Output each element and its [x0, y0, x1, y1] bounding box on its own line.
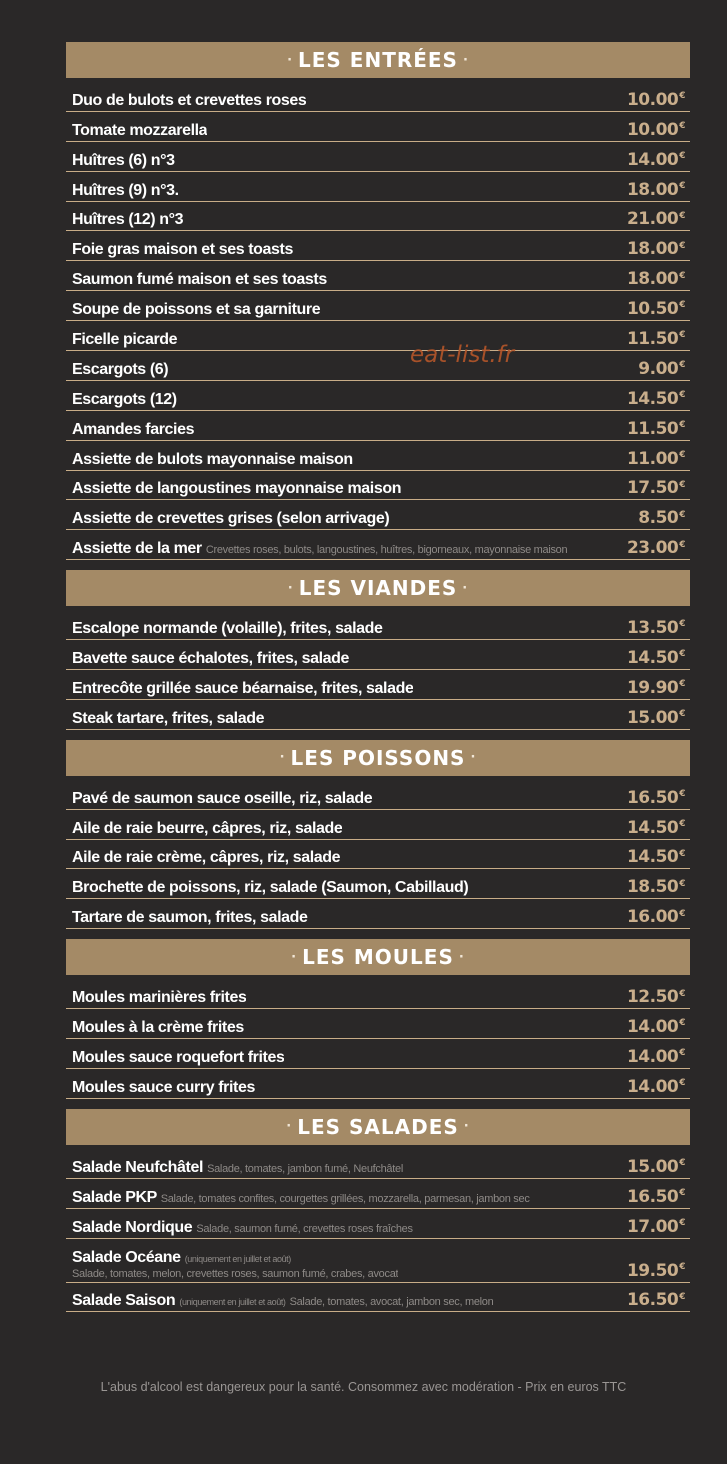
item-name: Salade Océane [72, 1249, 181, 1267]
price-value: 12.50 [626, 987, 679, 1008]
menu-item-row [66, 1179, 690, 1209]
price-value: 10.00 [626, 89, 679, 110]
item-description: Salade, saumon fumé, crevettes roses fraîches [196, 1222, 413, 1235]
price-value: 19.50 [626, 1260, 679, 1281]
menu-item [72, 241, 293, 259]
currency-symbol: € [679, 908, 685, 919]
item-price [627, 299, 685, 319]
currency-symbol: € [679, 360, 685, 371]
dot-ornament: · [470, 750, 477, 766]
item-name: Moules marinières frites [72, 989, 247, 1007]
item-price [627, 1187, 685, 1207]
item-price [627, 1017, 685, 1037]
item-description: Salade, tomates confites, courgettes grillées, mozzarella, parmesan, jambon sec [160, 1192, 530, 1205]
price-value: 10.50 [626, 299, 679, 320]
price-value: 14.50 [626, 388, 679, 409]
menu-item [72, 680, 413, 698]
item-price [627, 1261, 685, 1281]
item-name: Salade Saison [72, 1292, 176, 1310]
item-price [627, 90, 685, 110]
menu-item [72, 1019, 244, 1037]
price-value: 18.00 [626, 239, 679, 260]
menu-item-row [66, 82, 690, 112]
item-price [627, 678, 685, 698]
menu-item-row [66, 381, 690, 411]
footer-disclaimer: L'abus d'alcool est dangereux pour la santé. Consommez avec modération - Prix en euros TTC [100, 1380, 627, 1394]
menu-item [72, 650, 349, 668]
currency-symbol: € [679, 91, 685, 102]
menu-item [72, 989, 246, 1007]
item-name: Aile de raie beurre, câpres, riz, salade [72, 819, 343, 837]
dot-ornament: · [279, 750, 286, 766]
menu-item-row [66, 112, 690, 142]
item-price [627, 449, 685, 469]
item-description: Salade, tomates, jambon fumé, Neufchâtel [207, 1162, 403, 1175]
currency-symbol: € [679, 1158, 685, 1169]
price-value: 14.50 [626, 817, 679, 838]
item-name: Moules sauce curry frites [72, 1078, 255, 1096]
price-value: 11.50 [626, 418, 679, 439]
item-price [627, 1047, 685, 1067]
menu-item-row [66, 261, 690, 291]
item-name: Bavette sauce échalotes, frites, salade [72, 650, 349, 668]
menu-item-row [66, 1149, 690, 1179]
item-note: (uniquement en juillet et août) [184, 1254, 291, 1265]
price-value: 17.00 [626, 1216, 679, 1237]
currency-symbol: € [679, 1018, 685, 1029]
menu-item-row [66, 202, 690, 232]
menu-item [72, 510, 389, 528]
price-value: 15.00 [626, 1156, 679, 1177]
currency-symbol: € [679, 151, 685, 162]
section-header [66, 939, 690, 975]
item-name: Soupe de poissons et sa garniture [72, 301, 321, 319]
item-price [627, 1217, 685, 1237]
menu-item [72, 301, 320, 319]
section-title: LES MOULES [302, 945, 454, 970]
item-price [627, 1077, 685, 1097]
menu-item [72, 211, 183, 229]
currency-symbol: € [679, 539, 685, 550]
dot-ornament: · [462, 52, 469, 68]
currency-symbol: € [679, 988, 685, 999]
menu-item [72, 271, 327, 289]
price-value: 16.50 [626, 1290, 679, 1311]
menu-item [72, 710, 264, 728]
section-header [66, 740, 690, 776]
item-description: Crevettes roses, bulots, langoustines, huîtres, bigorneaux, mayonnaise maison [205, 544, 568, 557]
menu-item [72, 122, 207, 140]
price-value: 8.50 [638, 508, 679, 529]
menu-section [66, 740, 690, 929]
menu-item [72, 391, 177, 409]
item-name: Huîtres (12) n°3 [72, 211, 184, 229]
item-name: Saumon fumé maison et ses toasts [72, 271, 327, 289]
item-name: Pavé de saumon sauce oseille, riz, salade [72, 789, 373, 807]
item-price [627, 180, 685, 200]
item-price [627, 648, 685, 668]
item-price [638, 508, 685, 528]
menu-item [72, 790, 372, 808]
menu-item [72, 1049, 284, 1067]
menu-item [72, 540, 567, 558]
menu [66, 42, 690, 1322]
menu-item-row [66, 142, 690, 172]
watermark: eat-list.fr [410, 342, 515, 368]
item-name: Steak tartare, frites, salade [72, 709, 265, 727]
dot-ornament: · [463, 1119, 470, 1135]
item-name: Aile de raie crème, câpres, riz, salade [72, 849, 341, 867]
item-price [627, 1157, 685, 1177]
item-price [627, 618, 685, 638]
currency-symbol: € [679, 330, 685, 341]
price-value: 15.00 [626, 707, 679, 728]
price-value: 18.00 [626, 179, 679, 200]
currency-symbol: € [679, 240, 685, 251]
item-name: Escargots (6) [72, 360, 169, 378]
currency-symbol: € [679, 1261, 685, 1272]
price-value: 10.00 [626, 119, 679, 140]
currency-symbol: € [679, 300, 685, 311]
item-price [627, 818, 685, 838]
menu-item-row [66, 441, 690, 471]
menu-item-row [66, 670, 690, 700]
currency-symbol: € [679, 449, 685, 460]
currency-symbol: € [679, 649, 685, 660]
dot-ornament: · [287, 52, 294, 68]
item-price [627, 847, 685, 867]
dot-ornament: · [291, 949, 298, 965]
item-name: Assiette de langoustines mayonnaise maison [72, 480, 402, 498]
menu-item-row [66, 780, 690, 810]
item-price [627, 269, 685, 289]
price-value: 9.00 [638, 358, 679, 379]
menu-item-row [66, 1009, 690, 1039]
price-value: 14.00 [626, 1046, 679, 1067]
menu-item [72, 152, 175, 170]
item-note: (uniquement en juillet et août) [179, 1297, 286, 1308]
price-value: 18.50 [626, 877, 679, 898]
menu-section [66, 42, 690, 560]
menu-item-row [66, 1283, 690, 1313]
menu-item-row [66, 810, 690, 840]
menu-item-row [66, 411, 690, 441]
item-price [627, 538, 685, 558]
price-value: 19.90 [626, 677, 679, 698]
dot-ornament: · [286, 1119, 293, 1135]
item-price [627, 389, 685, 409]
item-price [627, 788, 685, 808]
item-description: Salade, tomates, avocat, jambon sec, melon [289, 1296, 494, 1309]
menu-item-row [66, 1069, 690, 1099]
item-name: Moules sauce roquefort frites [72, 1048, 285, 1066]
item-name: Amandes farcies [72, 420, 195, 438]
item-name: Huîtres (6) n°3 [72, 151, 175, 169]
menu-item-row [66, 979, 690, 1009]
currency-symbol: € [679, 509, 685, 520]
currency-symbol: € [679, 420, 685, 431]
item-price [627, 877, 685, 897]
menu-section [66, 939, 690, 1099]
menu-item-row [66, 840, 690, 870]
currency-symbol: € [679, 210, 685, 221]
currency-symbol: € [679, 848, 685, 859]
menu-item [72, 620, 383, 638]
section-header [66, 42, 690, 78]
menu-item-row [66, 1239, 690, 1283]
currency-symbol: € [679, 789, 685, 800]
menu-item-row [66, 231, 690, 261]
menu-item [72, 1292, 493, 1310]
item-price [627, 239, 685, 259]
section-title: LES POISSONS [290, 745, 466, 770]
item-price [627, 329, 685, 349]
menu-item [72, 1249, 398, 1280]
menu-item-row [66, 899, 690, 929]
menu-item-row [66, 172, 690, 202]
currency-symbol: € [679, 619, 685, 630]
currency-symbol: € [679, 1048, 685, 1059]
dot-ornament: · [287, 580, 294, 596]
section-header [66, 1109, 690, 1145]
currency-symbol: € [679, 878, 685, 889]
price-value: 14.50 [626, 847, 679, 868]
price-value: 11.00 [626, 448, 679, 469]
menu-item [72, 361, 168, 379]
currency-symbol: € [679, 180, 685, 191]
price-value: 21.00 [626, 209, 679, 230]
menu-item [72, 1159, 403, 1177]
item-description: Salade, tomates, melon, crevettes roses, saumon fumé, crabes, avocat [72, 1267, 399, 1280]
price-value: 16.50 [626, 787, 679, 808]
item-name: Duo de bulots et crevettes roses [72, 91, 307, 109]
item-price [627, 987, 685, 1007]
menu-item-row [66, 1039, 690, 1069]
menu-item-row [66, 640, 690, 670]
currency-symbol: € [679, 818, 685, 829]
item-name: Assiette de bulots mayonnaise maison [72, 450, 353, 468]
item-name: Assiette de crevettes grises (selon arrivage) [72, 510, 390, 528]
menu-item [72, 879, 468, 897]
menu-item-row [66, 321, 690, 351]
item-name: Tartare de saumon, frites, salade [72, 909, 308, 927]
menu-item-row [66, 700, 690, 730]
item-name: Escargots (12) [72, 390, 177, 408]
section-header [66, 570, 690, 606]
price-value: 16.50 [626, 1186, 679, 1207]
price-value: 16.00 [626, 907, 679, 928]
section-title: LES VIANDES [298, 576, 458, 601]
price-value: 18.00 [626, 269, 679, 290]
menu-item [72, 849, 340, 867]
item-price [627, 907, 685, 927]
price-value: 23.00 [626, 538, 679, 559]
menu-item [72, 909, 308, 927]
currency-symbol: € [679, 1187, 685, 1198]
price-value: 14.50 [626, 648, 679, 669]
item-price [627, 209, 685, 229]
item-price [627, 419, 685, 439]
item-name: Salade Neufchâtel [72, 1158, 204, 1176]
menu-section [66, 570, 690, 730]
item-name: Moules à la crème frites [72, 1019, 244, 1037]
currency-symbol: € [679, 1078, 685, 1089]
menu-item-row [66, 471, 690, 501]
item-price [627, 478, 685, 498]
menu-item [72, 820, 342, 838]
price-value: 14.00 [626, 1017, 679, 1038]
currency-symbol: € [679, 1217, 685, 1228]
item-price [627, 708, 685, 728]
price-value: 17.50 [626, 478, 679, 499]
menu-item-row [66, 610, 690, 640]
menu-section [66, 1109, 690, 1313]
item-name: Entrecôte grillée sauce béarnaise, frites, salade [72, 679, 414, 697]
dot-ornament: · [462, 580, 469, 596]
menu-item [72, 451, 353, 469]
item-name: Ficelle picarde [72, 331, 178, 349]
currency-symbol: € [679, 709, 685, 720]
dot-ornament: · [458, 949, 465, 965]
menu-item [72, 1189, 530, 1207]
item-price [638, 359, 685, 379]
menu-item-row [66, 291, 690, 321]
currency-symbol: € [679, 679, 685, 690]
menu-item [72, 92, 306, 110]
menu-item-row [66, 530, 690, 560]
menu-item [72, 480, 401, 498]
menu-item [72, 1219, 413, 1237]
item-name: Foie gras maison et ses toasts [72, 241, 293, 259]
item-name: Brochette de poissons, riz, salade (Saumon, Cabillaud) [72, 879, 469, 897]
menu-item [72, 421, 194, 439]
item-name: Salade Nordique [72, 1218, 193, 1236]
currency-symbol: € [679, 270, 685, 281]
menu-item-row [66, 1209, 690, 1239]
item-name: Salade PKP [72, 1188, 157, 1206]
item-name: Assiette de la mer [72, 540, 202, 558]
item-price [627, 120, 685, 140]
section-title: LES ENTRÉES [298, 48, 458, 72]
menu-item [72, 182, 179, 200]
currency-symbol: € [679, 479, 685, 490]
item-price [627, 150, 685, 170]
menu-item-row [66, 500, 690, 530]
price-value: 14.00 [626, 149, 679, 170]
item-name: Tomate mozzarella [72, 121, 208, 139]
price-value: 13.50 [626, 618, 679, 639]
menu-item-row [66, 351, 690, 381]
currency-symbol: € [679, 390, 685, 401]
currency-symbol: € [679, 121, 685, 132]
menu-item [72, 1079, 255, 1097]
item-name: Huîtres (9) n°3. [72, 181, 179, 199]
menu-item [72, 331, 177, 349]
menu-item-row [66, 869, 690, 899]
price-value: 14.00 [626, 1076, 679, 1097]
section-title: LES SALADES [297, 1114, 459, 1139]
item-name: Escalope normande (volaille), frites, salade [72, 620, 383, 638]
currency-symbol: € [679, 1291, 685, 1302]
item-price [627, 1290, 685, 1310]
price-value: 11.50 [626, 329, 679, 350]
